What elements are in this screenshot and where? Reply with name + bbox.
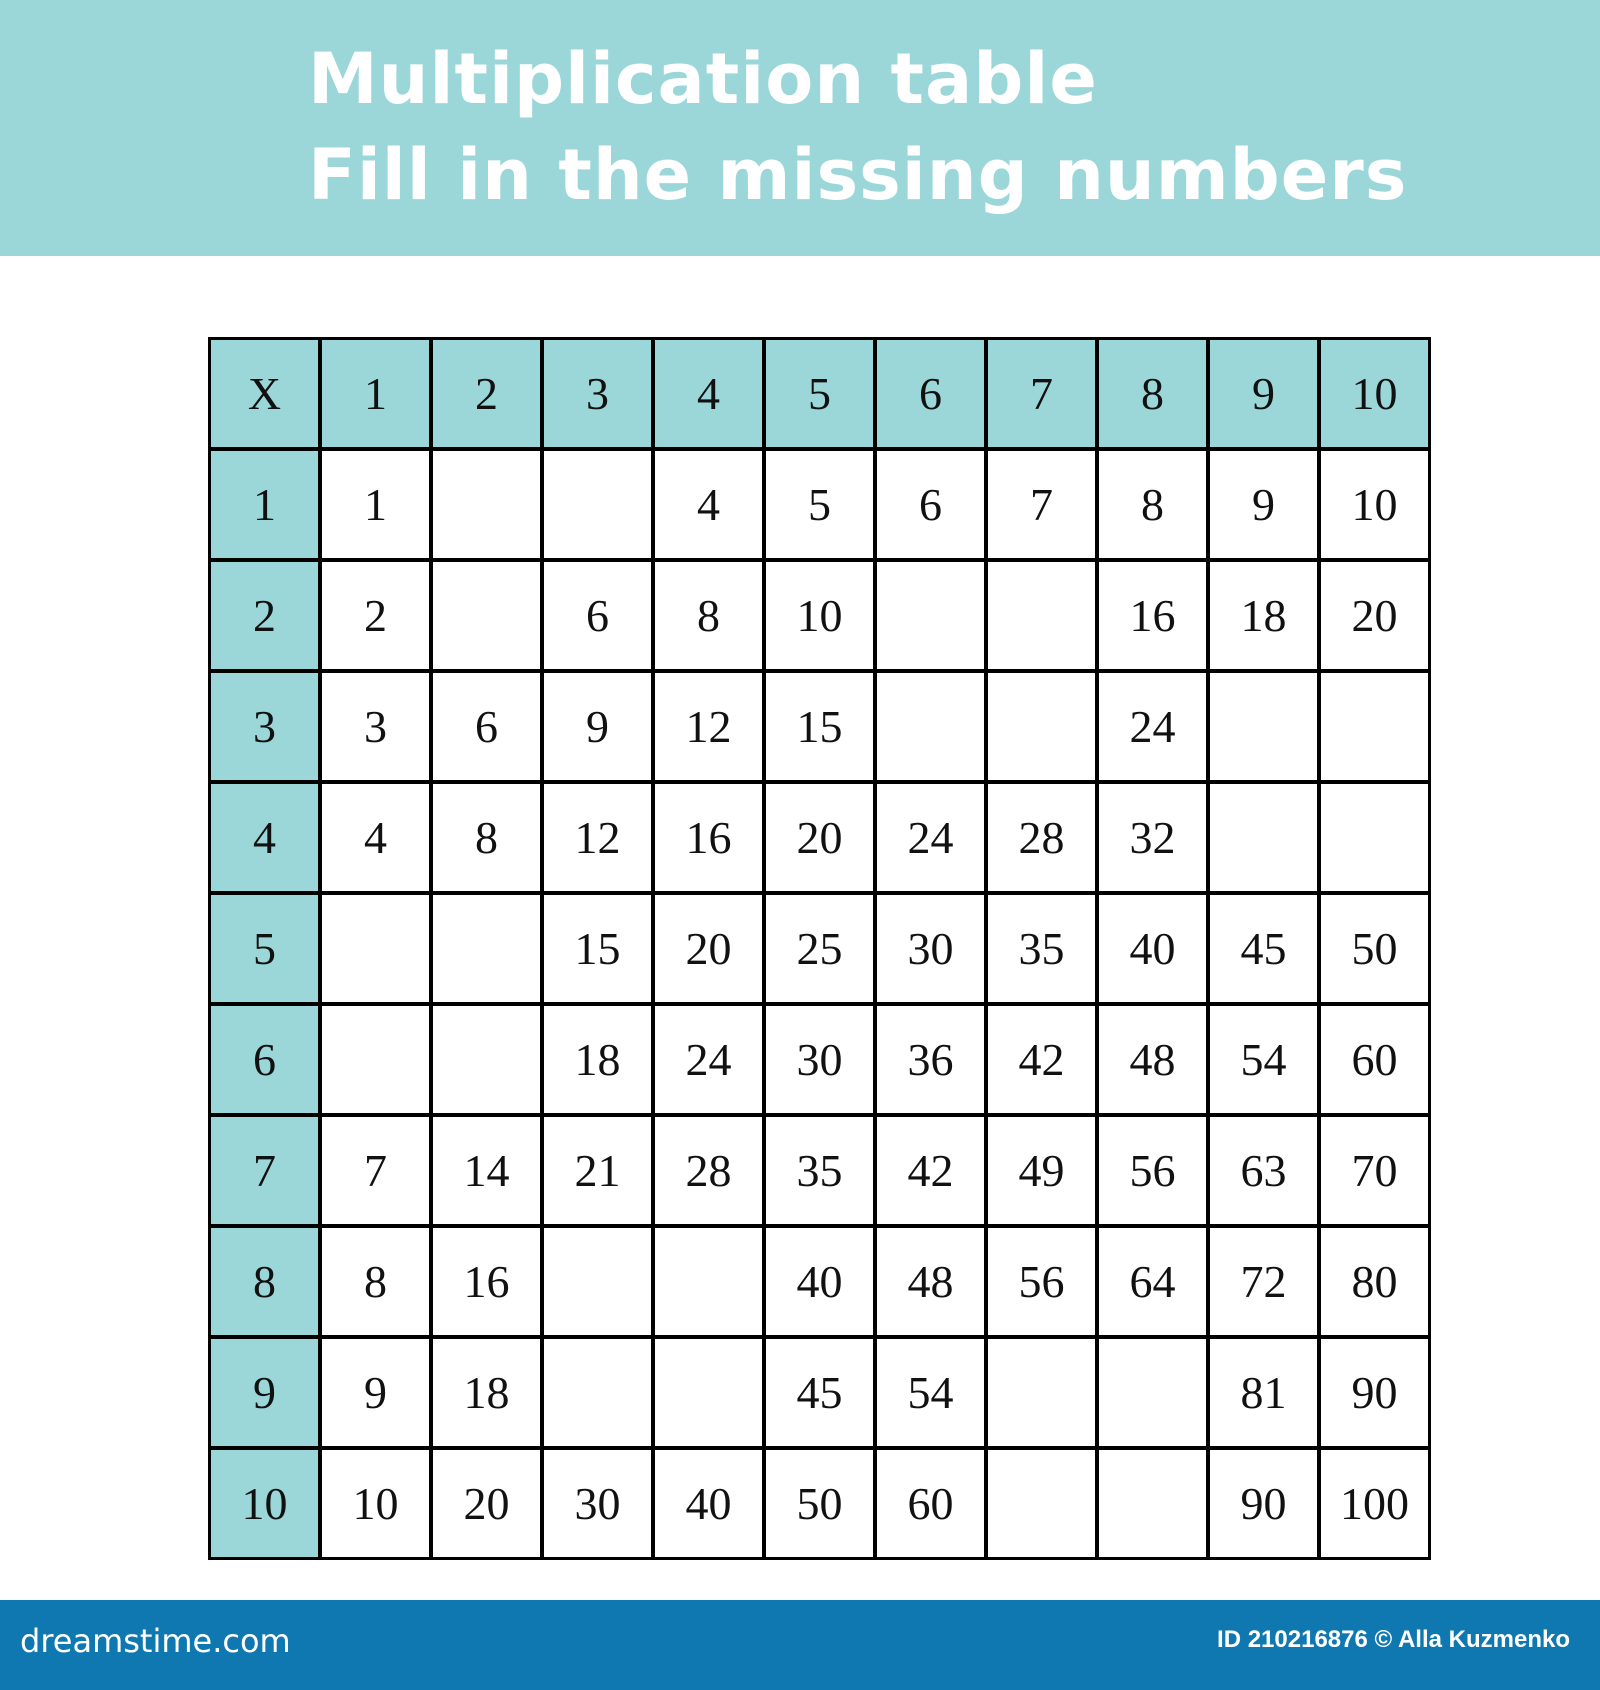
table-cell: 16 bbox=[655, 784, 762, 891]
table-cell: 54 bbox=[877, 1339, 984, 1446]
table-cell: 24 bbox=[1099, 673, 1206, 780]
table-cell: 10 bbox=[322, 1450, 429, 1557]
table-cell: 20 bbox=[766, 784, 873, 891]
table-cell: 60 bbox=[1321, 1006, 1428, 1113]
table-cell: 9 bbox=[544, 673, 651, 780]
table-cell: 32 bbox=[1099, 784, 1206, 891]
title-banner bbox=[0, 0, 1600, 256]
blank-cell[interactable] bbox=[544, 1228, 651, 1335]
column-header: 4 bbox=[655, 340, 762, 447]
table-cell: 45 bbox=[766, 1339, 873, 1446]
table-cell: 18 bbox=[1210, 562, 1317, 669]
blank-cell[interactable] bbox=[988, 1339, 1095, 1446]
blank-cell[interactable] bbox=[988, 1450, 1095, 1557]
blank-cell[interactable] bbox=[544, 451, 651, 558]
table-cell: 48 bbox=[877, 1228, 984, 1335]
table-cell: 35 bbox=[988, 895, 1095, 1002]
table-cell: 21 bbox=[544, 1117, 651, 1224]
table-cell: 90 bbox=[1321, 1339, 1428, 1446]
row-header: 5 bbox=[211, 895, 318, 1002]
column-header: 8 bbox=[1099, 340, 1206, 447]
table-cell: 20 bbox=[655, 895, 762, 1002]
table-cell: 72 bbox=[1210, 1228, 1317, 1335]
table-cell: 42 bbox=[877, 1117, 984, 1224]
table-cell: 4 bbox=[655, 451, 762, 558]
row-header: 1 bbox=[211, 451, 318, 558]
table-cell: 8 bbox=[655, 562, 762, 669]
table-cell: 10 bbox=[766, 562, 873, 669]
table-cell: 49 bbox=[988, 1117, 1095, 1224]
table-cell: 9 bbox=[1210, 451, 1317, 558]
table-cell: 35 bbox=[766, 1117, 873, 1224]
table-cell: 12 bbox=[544, 784, 651, 891]
row-header: 6 bbox=[211, 1006, 318, 1113]
blank-cell[interactable] bbox=[877, 562, 984, 669]
column-header: 2 bbox=[433, 340, 540, 447]
table-cell: 7 bbox=[322, 1117, 429, 1224]
table-cell: 20 bbox=[1321, 562, 1428, 669]
blank-cell[interactable] bbox=[1099, 1339, 1206, 1446]
table-cell: 24 bbox=[877, 784, 984, 891]
row-header: 4 bbox=[211, 784, 318, 891]
row-header: 2 bbox=[211, 562, 318, 669]
blank-cell[interactable] bbox=[1210, 673, 1317, 780]
column-header: 6 bbox=[877, 340, 984, 447]
table-cell: 40 bbox=[655, 1450, 762, 1557]
blank-cell[interactable] bbox=[988, 562, 1095, 669]
table-cell: 10 bbox=[1321, 451, 1428, 558]
table-cell: 28 bbox=[988, 784, 1095, 891]
table-cell: 90 bbox=[1210, 1450, 1317, 1557]
multiplication-table bbox=[208, 337, 1431, 1560]
table-cell: 63 bbox=[1210, 1117, 1317, 1224]
table-cell: 2 bbox=[322, 562, 429, 669]
blank-cell[interactable] bbox=[322, 895, 429, 1002]
table-cell: 16 bbox=[433, 1228, 540, 1335]
table-cell: 8 bbox=[433, 784, 540, 891]
blank-cell[interactable] bbox=[877, 673, 984, 780]
row-header: 9 bbox=[211, 1339, 318, 1446]
blank-cell[interactable] bbox=[1210, 784, 1317, 891]
table-cell: 25 bbox=[766, 895, 873, 1002]
table-cell: 42 bbox=[988, 1006, 1095, 1113]
corner-cell: X bbox=[211, 340, 318, 447]
blank-cell[interactable] bbox=[433, 562, 540, 669]
table-cell: 16 bbox=[1099, 562, 1206, 669]
table-cell: 18 bbox=[544, 1006, 651, 1113]
table-cell: 80 bbox=[1321, 1228, 1428, 1335]
table-cell: 30 bbox=[877, 895, 984, 1002]
table-cell: 30 bbox=[544, 1450, 651, 1557]
table-cell: 6 bbox=[544, 562, 651, 669]
table-cell: 36 bbox=[877, 1006, 984, 1113]
table-cell: 14 bbox=[433, 1117, 540, 1224]
blank-cell[interactable] bbox=[1321, 784, 1428, 891]
table-cell: 60 bbox=[877, 1450, 984, 1557]
blank-cell[interactable] bbox=[322, 1006, 429, 1113]
blank-cell[interactable] bbox=[655, 1339, 762, 1446]
table-cell: 6 bbox=[433, 673, 540, 780]
blank-cell[interactable] bbox=[1321, 673, 1428, 780]
blank-cell[interactable] bbox=[433, 1006, 540, 1113]
title-line-1: Multiplication table bbox=[308, 38, 1098, 120]
row-header: 7 bbox=[211, 1117, 318, 1224]
table-cell: 1 bbox=[322, 451, 429, 558]
row-header: 3 bbox=[211, 673, 318, 780]
table-cell: 56 bbox=[988, 1228, 1095, 1335]
dreamstime-logo: dreamstime.com bbox=[20, 1622, 291, 1660]
column-header: 5 bbox=[766, 340, 873, 447]
table-cell: 50 bbox=[1321, 895, 1428, 1002]
table-cell: 9 bbox=[322, 1339, 429, 1446]
table-cell: 56 bbox=[1099, 1117, 1206, 1224]
table-cell: 6 bbox=[877, 451, 984, 558]
table-cell: 40 bbox=[1099, 895, 1206, 1002]
column-header: 3 bbox=[544, 340, 651, 447]
table-cell: 28 bbox=[655, 1117, 762, 1224]
column-header: 7 bbox=[988, 340, 1095, 447]
table-cell: 4 bbox=[322, 784, 429, 891]
table-cell: 7 bbox=[988, 451, 1095, 558]
table-cell: 5 bbox=[766, 451, 873, 558]
table-cell: 30 bbox=[766, 1006, 873, 1113]
table-cell: 24 bbox=[655, 1006, 762, 1113]
table-cell: 48 bbox=[1099, 1006, 1206, 1113]
table-cell: 40 bbox=[766, 1228, 873, 1335]
table-cell: 100 bbox=[1321, 1450, 1428, 1557]
table-cell: 20 bbox=[433, 1450, 540, 1557]
table-cell: 3 bbox=[322, 673, 429, 780]
column-header: 1 bbox=[322, 340, 429, 447]
table-cell: 8 bbox=[1099, 451, 1206, 558]
table-cell: 15 bbox=[766, 673, 873, 780]
footer bbox=[0, 1600, 1600, 1690]
blank-cell[interactable] bbox=[433, 895, 540, 1002]
blank-cell[interactable] bbox=[544, 1339, 651, 1446]
table-cell: 15 bbox=[544, 895, 651, 1002]
table-cell: 81 bbox=[1210, 1339, 1317, 1446]
table-cell: 45 bbox=[1210, 895, 1317, 1002]
blank-cell[interactable] bbox=[433, 451, 540, 558]
title-line-2: Fill in the missing numbers bbox=[308, 134, 1408, 216]
row-header: 8 bbox=[211, 1228, 318, 1335]
column-header: 9 bbox=[1210, 340, 1317, 447]
table-cell: 8 bbox=[322, 1228, 429, 1335]
blank-cell[interactable] bbox=[988, 673, 1095, 780]
row-header: 10 bbox=[211, 1450, 318, 1557]
image-credit: ID 210216876 © Alla Kuzmenko bbox=[1217, 1626, 1570, 1653]
table-cell: 12 bbox=[655, 673, 762, 780]
table-cell: 64 bbox=[1099, 1228, 1206, 1335]
table-cell: 50 bbox=[766, 1450, 873, 1557]
column-header: 10 bbox=[1321, 340, 1428, 447]
table-cell: 54 bbox=[1210, 1006, 1317, 1113]
blank-cell[interactable] bbox=[1099, 1450, 1206, 1557]
blank-cell[interactable] bbox=[655, 1228, 762, 1335]
table-cell: 18 bbox=[433, 1339, 540, 1446]
table-cell: 70 bbox=[1321, 1117, 1428, 1224]
